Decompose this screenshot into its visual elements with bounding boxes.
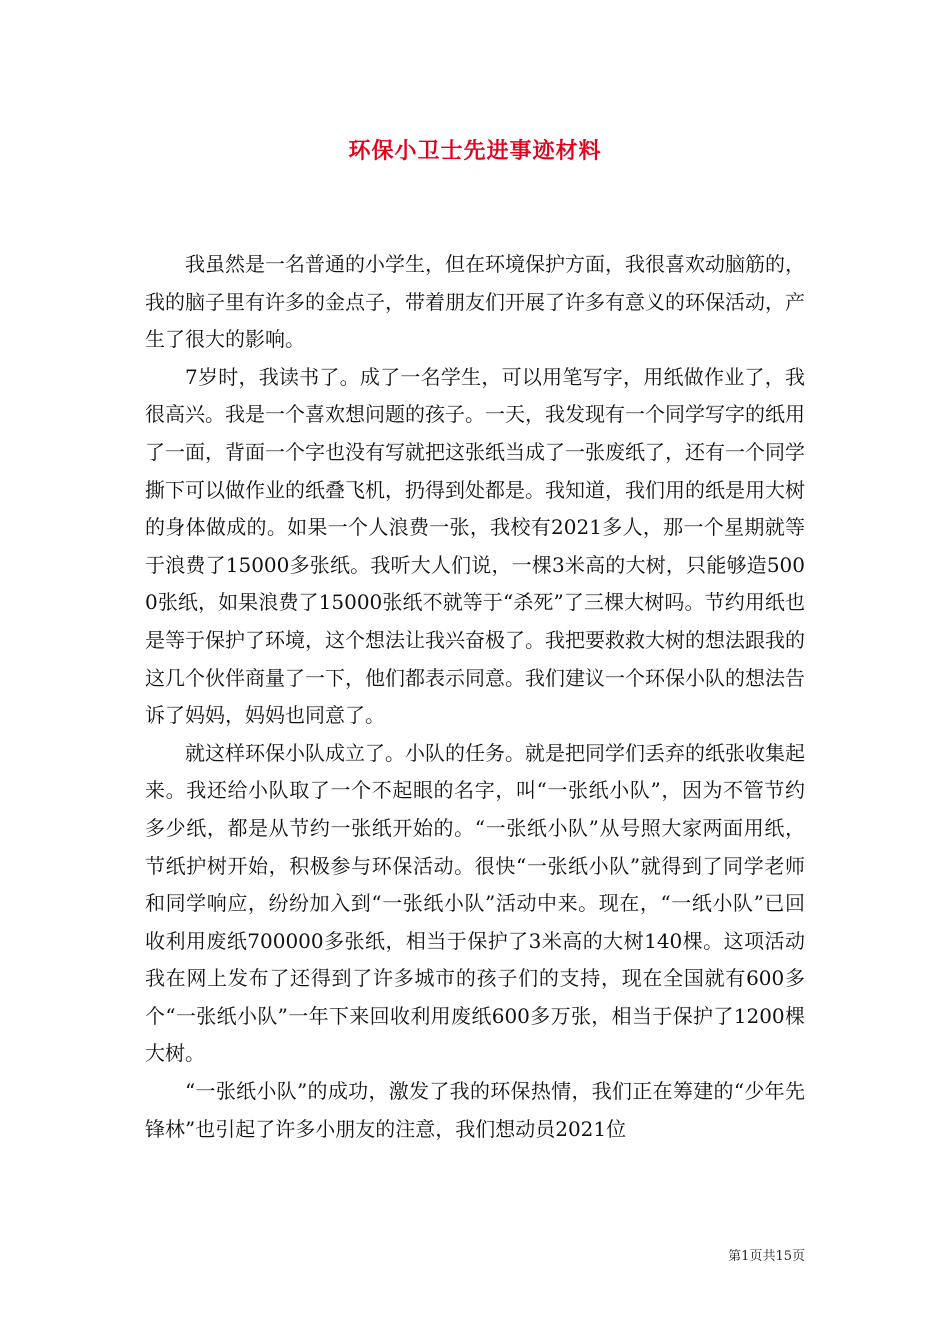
paragraph-1: 我虽然是一名普通的小学生，但在环境保护方面，我很喜欢动脑筋的，我的脑子里有许多的金点子，带着朋友们开展了许多有意义的环保活动，产生了很大的影响。	[145, 252, 805, 352]
paragraph-4: “一张纸小队”的成功，激发了我的环保热情，我们正在筹建的“少年先锋林”也引起了许多小朋友的注意，我们想动员2021位	[145, 1079, 805, 1141]
document-body	[145, 246, 805, 1148]
page-title: 环保小卫士先进事迹材料	[348, 138, 602, 164]
paragraph-2: 7岁时，我读书了。成了一名学生，可以用笔写字，用纸做作业了，我很高兴。我是一个喜欢想问题的孩子。一天，我发现有一个同学写字的纸用了一面，背面一个字也没有写就把这张纸当成了一张废纸了，还有一个同学撕下可以做作业的纸叠飞机，扔得到处都是。我知道，我们用的纸是用大树的身体做成的。如果一个人浪费一张，我校有2021多人，那一个星期就等于浪费了15000多张纸。我听大人们说，一棵3米高的大树，只能够造5000张纸，如果浪费了15000张纸不就等于“杀死”了三棵大树吗。节约用纸也是等于保护了环境，这个想法让我兴奋极了。我把要救救大树的想法跟我的这几个伙伴商量了一下，他们都表示同意。我们建议一个环保小队的想法告诉了妈妈，妈妈也同意了。	[145, 364, 805, 728]
page-number: 第1页共15页	[728, 1249, 805, 1264]
paragraph-3: 就这样环保小队成立了。小队的任务。就是把同学们丢弃的纸张收集起来。我还给小队取了一个不起眼的名字，叫“一张纸小队”，因为不管节约多少纸，都是从节约一张纸开始的。“一张纸小队”从号照大家两面用纸，节纸护树开始，积极参与环保活动。很快“一张纸小队”就得到了同学老师和同学响应，纷纷加入到“一张纸小队”活动中来。现在，“一纸小队”已回收利用废纸700000多张纸，相当于保护了3米高的大树140棵。这项活动我在网上发布了还得到了许多城市的孩子们的支持，现在全国就有600多个“一张纸小队”一年下来回收利用废纸600多万张，相当于保护了1200棵大树。	[145, 740, 805, 1066]
